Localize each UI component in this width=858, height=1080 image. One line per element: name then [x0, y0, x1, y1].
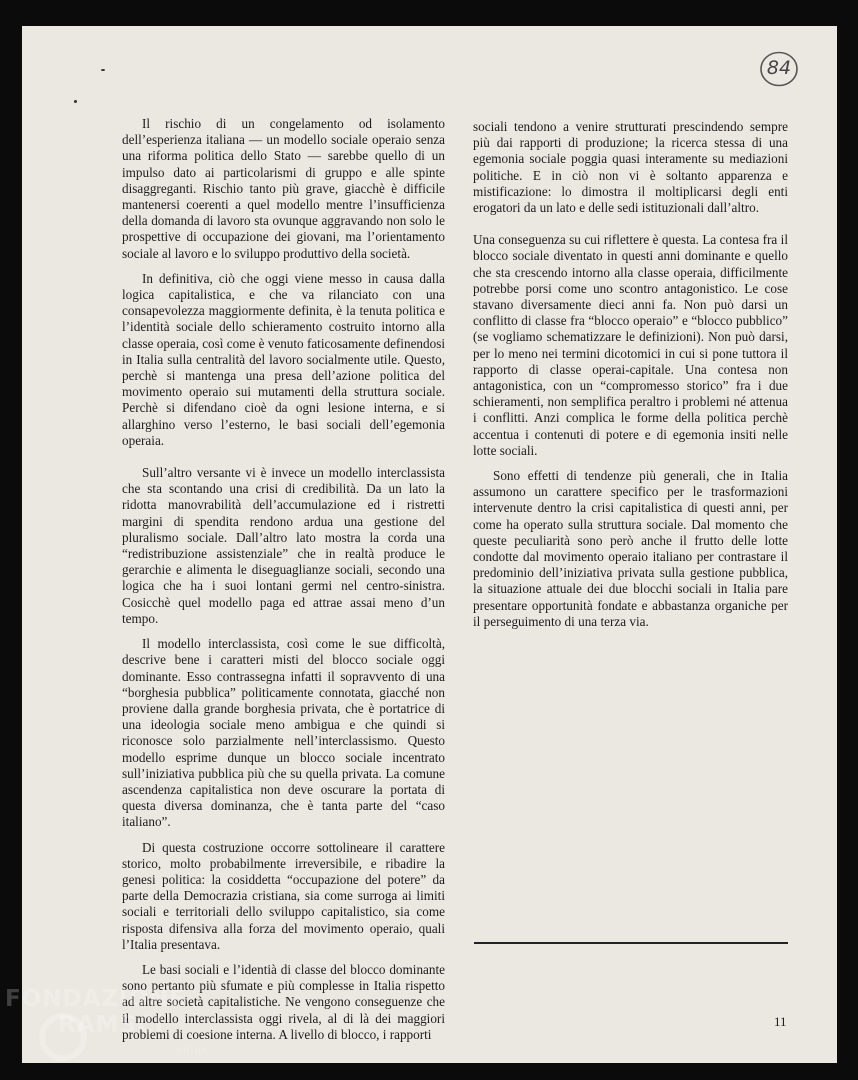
left-text-column [122, 116, 445, 1052]
paragraph: sociali tendono a venire strutturati prescindendo sempre più dai rapporti di produzione; la ricerca stessa di una egemonia sociale poggia quasi interamente su mediazioni politiche. E in ciò non vi è soltanto apparenza e mistificazione: lo dimostra il moltiplicarsi degli enti erogatori da un lato e delle sedi istituzionali dall’altro. [473, 119, 788, 216]
paragraph: In definitiva, ciò che oggi viene messo in causa dalla logica capitalistica, e che va rilanciato con una consapevolezza maggiormente definita, è la tenuta politica e l’identità sociale dello schieramento costruito intorno alla classe operaia, così come è venuto faticosamente definendosi in Italia sulla centralità del lavoro socialmente utile. Questo, perchè si mantenga una presa dell’azione politica del movimento operaio sui mutamenti della struttura sociale. Perchè si difendano cioè da ogni lesione interna, e si allarghino verso l’esterno, le basi sociali dell’egemonia operaia. [122, 270, 445, 448]
paragraph: Il modello interclassista, così come le sue difficoltà, descrive bene i caratteri misti del blocco sociale oggi dominante. Esso contrassegna infatti il sopravvento di una “borghesia pubblica” politicamente connotata, giacché non proviene dalla grande borghesia privata, che è portatrice di una ideologia sociale meno ambigua e che quindi si riconosce solo parzialmente nell’interclassismo. Questo modello esprime dunque un blocco sociale incentrato sull’iniziativa pubblica più che su quella privata. La comune ascendenza capitalistica non deve oscurare la portata di questa diversa dominanza, che è tanta parte del “caso italiano”. [122, 636, 445, 830]
right-text-column [473, 119, 788, 639]
ink-speck [74, 100, 77, 103]
watermark-suffix: onlus [176, 1045, 208, 1056]
paragraph: Di questa costruzione occorre sottolineare il carattere storico, molto probabilmente irreversibile, e ribadire la genesi politica: la cosiddetta “occupazione del potere” da parte della Democrazia cristiana, sia come surroga ai limiti sociali e territoriali dello sviluppo capitalistico, sia come risposta difensiva alla forza del movimento operaio, quali l’Italia presentava. [122, 839, 445, 952]
ink-speck [101, 69, 105, 71]
page-stamp-number: 84 [766, 57, 792, 79]
watermark-line2: RAMSCI [58, 1012, 165, 1038]
watermark-line1: FONDAZIONE [5, 986, 187, 1012]
paragraph: Sono effetti di tendenze più generali, che in Italia assumono un carattere specifico per le trasformazioni intervenute dentro la crisi capitalistica di questi anni, per come ha operato sulla struttura sociale. Dal momento che queste peculiarità sono però anche il frutto delle lotte condotte dal movimento operaio italiano per contrastare il predominio dell’iniziativa privata sulla gestione pubblica, la situazione attuale dei due blocchi sociali in Italia pare presentare opportunità fondate e abbastanza organiche per il perseguimento di una terza via. [473, 468, 788, 629]
paragraph: Una conseguenza su cui riflettere è questa. La contesa fra il blocco sociale diventato in questi anni dominante e quello che sta crescendo intorno alla classe operaia, difficilmente potrebbe porsi come uno scontro antagonistico. Le cose stavano diversamente dieci anni fa. Non può darsi un conflitto di classe fra “blocco operaio” e “blocco pubblico” (se vogliamo schematizzare le definizioni). Non può darsi, per lo meno nei termini dicotomici in cui si pone tuttora il rapporto di classe operai-capitale. Una contesa non antagonistica, con un “compromesso storico” fra i due schieramenti, non semplifica peraltro i problemi né attenua i conflitti. Anzi complica le forme della politica perchè accentua i contenuti di potere e di egemonia insiti nelle lotte sociali. [473, 232, 788, 458]
paragraph: Le basi sociali e l’identià di classe del blocco dominante sono pertanto più sfumate e più complesse in Italia rispetto ad altre società capitalistiche. Ne vengono conseguenze che il modello interclassista oggi rivela, al di là dei maggiori problemi di coesione interna. A livello di blocco, i rapporti [122, 961, 445, 1042]
paragraph: Sull’altro versante vi è invece un modello interclassista che sta scontando una crisi di credibilità. Da un lato la ridotta manovrabilità dell’accumulazione ed i ristretti margini di spendita rendono ardua una gestione del pluralismo sociale. Dall’altro lato mostra la corda una “redistribuzione assistenziale” che in realtà produce le gerarchie e alimenta le diseguaglianze sociali, secondo una logica che ha i suoi lontani germi nel centro-sinistra. Cosicchè quel modello paga ed attrae assai meno d’un tempo. [122, 465, 445, 626]
handwritten-page-stamp [759, 50, 799, 88]
page-number: 11 [774, 1014, 787, 1029]
column-end-rule [474, 942, 788, 944]
paragraph: Il rischio di un congelamento od isolamento dell’esperienza italiana — un modello sociale operaio senza una riforma politica dello Stato — sarebbe quello di un impulso dato ai particolarismi di gruppo e alle spinte disaggreganti. Rischio tanto più grave, giacchè è difficile mantenersi coerenti a quel modello mentre l’insufficienza della domanda di lavoro sta ovunque aggravando non solo le prospettive di occupazione dei giovani, ma l’orientamento sociale al lavoro e lo sviluppo produttivo della società. [122, 116, 445, 261]
document-page [22, 26, 837, 1063]
